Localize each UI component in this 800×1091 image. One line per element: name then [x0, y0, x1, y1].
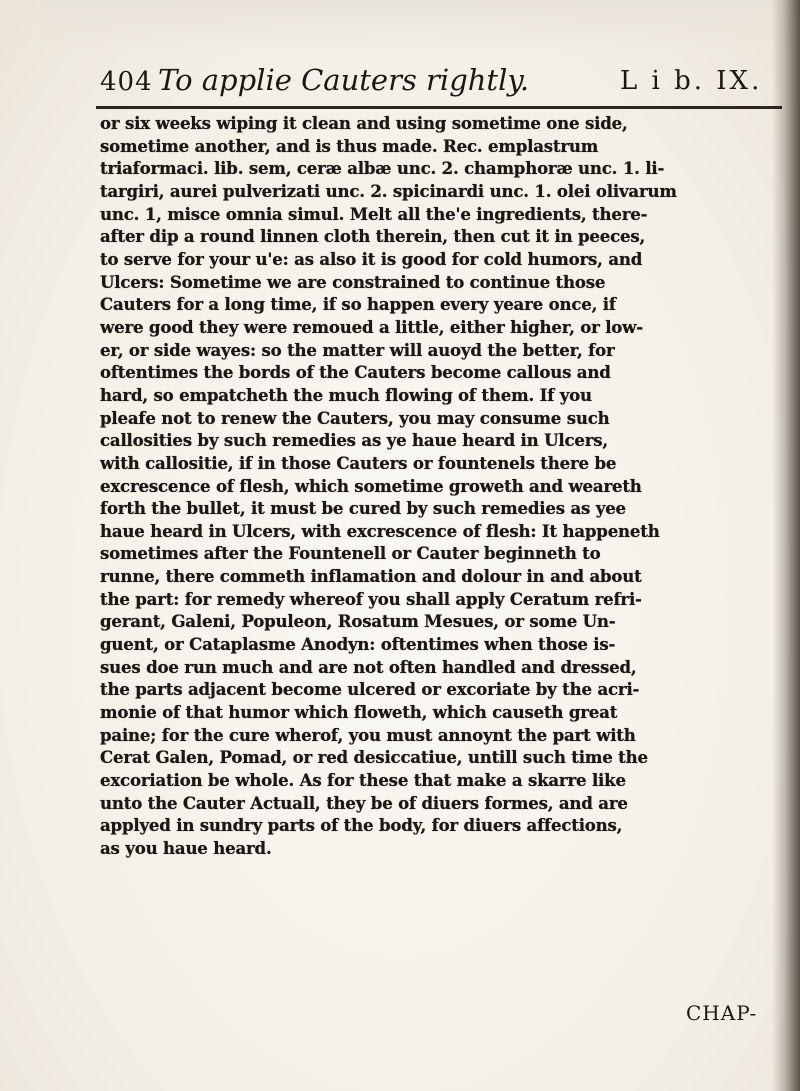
text-line: with callositie, if in those Cauters or fountenels there be	[100, 452, 617, 473]
catchword: CHAP-	[686, 1001, 758, 1025]
text-line: gerant, Galeni, Populeon, Rosatum Mesues, or some Un-	[100, 611, 616, 632]
text-line: pleafe not to renew the Cauters, you may consume such	[100, 407, 610, 428]
running-title: To applie Cauters rightly.	[158, 63, 530, 97]
text-line: unc. 1, misce omnia simul. Melt all the'e ingredients, there-	[100, 203, 648, 224]
text-line: after dip a round linnen cloth therein, then cut it in peeces,	[100, 226, 646, 247]
text-line: haue heard in Ulcers, with excrescence of flesh: It happeneth	[100, 520, 660, 541]
text-line: sometimes after the Fountenell or Cauter beginneth to	[100, 543, 601, 564]
text-line: excoriation be whole. As for these that make a skarre like	[100, 770, 626, 791]
text-line: applyed in sundry parts of the body, for diuers affections,	[100, 815, 623, 836]
text-line: targiri, aurei pulverizati unc. 2. spicinardi unc. 1. olei olivarum	[100, 180, 677, 201]
text-line: Cauters for a long time, if so happen every yeare once, if	[100, 294, 616, 315]
text-line: monie of that humor which floweth, which causeth great	[100, 702, 618, 723]
body-text	[100, 112, 782, 860]
header-rule	[96, 106, 782, 109]
text-line: as you haue heard.	[100, 838, 272, 858]
text-line: guent, or Cataplasme Anodyn: oftentimes when those is-	[100, 634, 616, 655]
text-line: unto the Cauter Actuall, they be of diuers formes, and are	[100, 792, 628, 813]
text-line: or six weeks wiping it clean and using sometime one side,	[100, 113, 628, 133]
text-line: Ulcers: Sometime we are constrained to continue those	[100, 271, 606, 292]
text-line: sues doe run much and are not often handled and dressed,	[100, 656, 637, 677]
text-line: were good they were remoued a little, either higher, or low-	[100, 316, 643, 337]
running-header	[100, 63, 780, 103]
text-line: the part: for remedy whereof you shall apply Ceratum refri-	[100, 588, 642, 609]
text-line: hard, so empatcheth the much flowing of them. If you	[100, 384, 592, 405]
text-line: Cerat Galen, Pomad, or red desiccatiue, untill such time the	[100, 747, 648, 768]
text-line: the parts adjacent become ulcered or excoriate by the acri-	[100, 679, 640, 700]
text-line: to serve for your u'e: as also it is good for cold humors, and	[100, 248, 643, 269]
text-line: runne, there commeth inflamation and dolour in and about	[100, 566, 642, 587]
text-line: excrescence of flesh, which sometime groweth and weareth	[100, 475, 642, 496]
text-line: triaformaci. lib. sem, ceræ albæ unc. 2. champhoræ unc. 1. li-	[100, 158, 665, 179]
text-line: er, or side wayes: so the matter will auoyd the better, for	[100, 339, 615, 360]
text-line: paine; for the cure wherof, you must annoynt the part with	[100, 724, 636, 745]
text-line: oftentimes the bords of the Cauters become callous and	[100, 362, 611, 383]
book-marker: L i b. IX.	[620, 66, 763, 96]
text-line: sometime another, and is thus made. Rec. emplastrum	[100, 135, 599, 156]
text-line: callosities by such remedies as ye haue heard in Ulcers,	[100, 430, 608, 451]
text-line: forth the bullet, it must be cured by such remedies as yee	[100, 498, 626, 519]
page-number: 404	[100, 67, 153, 97]
page-top-discoloration	[40, 0, 780, 52]
